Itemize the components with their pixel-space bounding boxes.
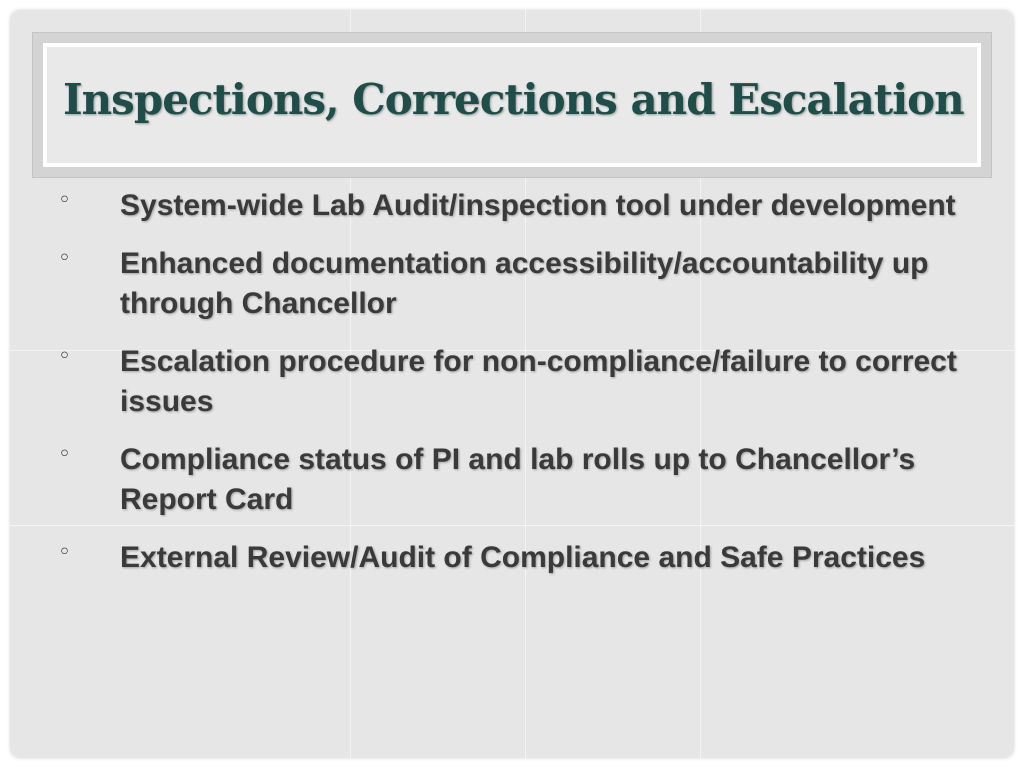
bullet-text: Escalation procedure for non-compliance/failure to correct issues [120,345,957,418]
bullet-list [10,186,1014,596]
bullet-text: External Review/Audit of Compliance and Safe Practices [120,541,926,574]
slide [10,10,1014,758]
bullet-text: Enhanced documentation accessibility/accountability up through Chancellor [120,247,929,320]
bullet-icon: ◦ [58,442,71,467]
bullet-icon: ◦ [58,188,71,213]
slide-title: Inspections, Corrections and Escalation [63,75,964,124]
bullet-text: Compliance status of PI and lab rolls up to Chancellor’s Report Card [120,443,916,516]
list-item [10,538,1014,578]
bullet-icon: ◦ [58,540,71,565]
title-box [43,43,981,167]
bullet-icon: ◦ [58,344,71,369]
bullet-icon: ◦ [58,246,71,271]
title-frame [32,32,992,178]
list-item [10,186,1014,226]
bullet-text: System-wide Lab Audit/inspection tool under development [120,189,956,222]
list-item [10,342,1014,422]
list-item [10,440,1014,520]
list-item [10,244,1014,324]
